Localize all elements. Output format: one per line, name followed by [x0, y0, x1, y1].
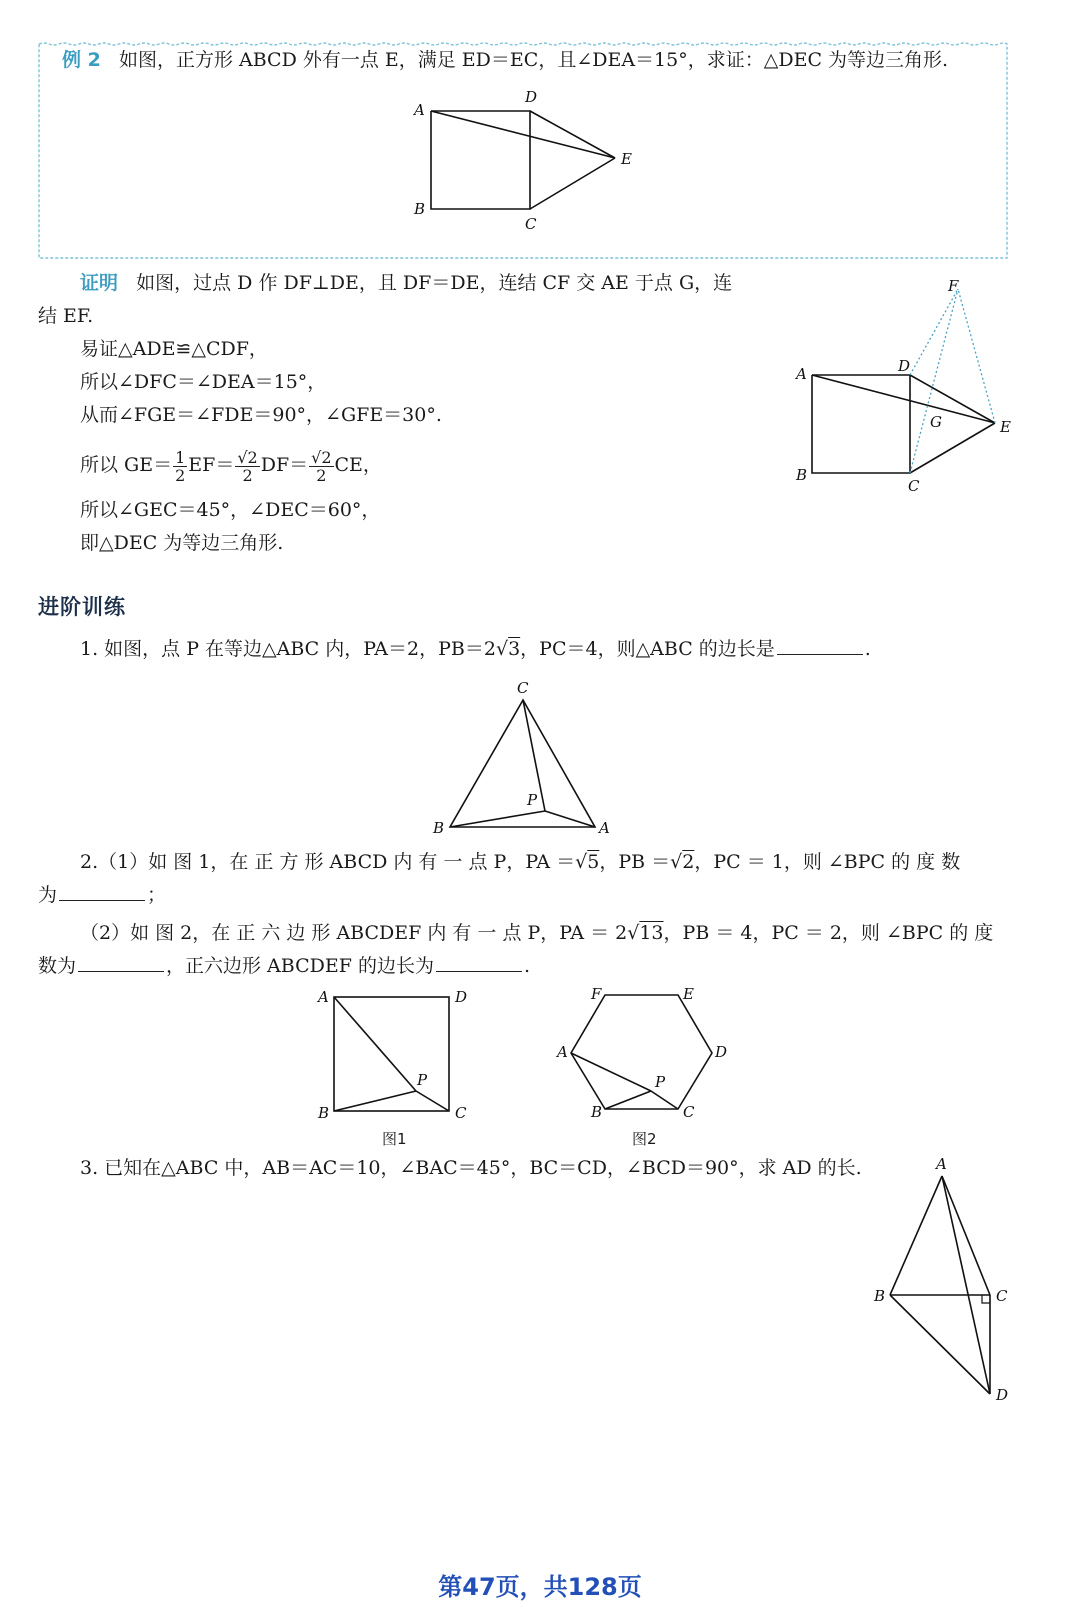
example-problem-line: [62, 47, 948, 73]
fraction: $\frac{√2}{2}$: [237, 447, 258, 485]
q2-line-4: 数为 ，正六边形 ABCDEF 的边长为 .: [38, 955, 531, 977]
label-P: P: [527, 791, 538, 809]
label-D: D: [525, 88, 538, 106]
q3-figure: [868, 1152, 1038, 1412]
label-D: D: [455, 988, 468, 1006]
label-D: D: [996, 1386, 1009, 1404]
example-tag: 例 2: [62, 49, 101, 71]
fraction: $\frac{√2}{2}$: [311, 447, 332, 485]
q1-figure: [425, 675, 625, 840]
sqrt: √5: [575, 851, 600, 873]
answer-blank[interactable]: [78, 953, 164, 972]
label-D: D: [898, 357, 911, 375]
proof-figure: [790, 275, 1030, 500]
q1-text: 1. 如图，点 P 在等边△ABC 内，PA＝2，PB＝2√3，PC＝4，则△ABC 的边长是 .: [80, 638, 871, 660]
proof-line-1: 证明 如图，过点 D 作 DF⊥DE，且 DF＝DE，连结 CF 交 AE 于点 G，连: [80, 272, 733, 294]
label-G: G: [930, 413, 942, 431]
label-A: A: [599, 819, 610, 837]
q2-line-2: 为 ；: [38, 884, 167, 906]
sqrt: √2: [670, 851, 695, 873]
label-P: P: [417, 1071, 428, 1089]
label-F: F: [591, 985, 602, 1003]
q3-text: 3. 已知在△ABC 中，AB＝AC＝10，∠BAC＝45°，BC＝CD，∠BCD＝90°，求 AD 的长.: [80, 1157, 862, 1179]
label-A: A: [318, 988, 329, 1006]
q2-line-1: 2.（1）如 图 1，在 正 方 形 ABCD 内 有 一 点 P，PA ＝√5，PB ＝√2，PC ＝ 1，则 ∠BPC 的 度 数: [80, 851, 961, 873]
example-problem: 如图，正方形 ABCD 外有一点 E，满足 ED＝EC，且∠DEA＝15°，求证：△DEC 为等边三角形.: [118, 49, 949, 71]
label-C: C: [908, 477, 920, 495]
sqrt: √3: [495, 638, 521, 660]
label-D: D: [715, 1043, 728, 1061]
answer-blank[interactable]: [436, 953, 522, 972]
q2-line-3: （2）如 图 2，在 正 六 边 形 ABCDEF 内 有 一 点 P，PA ＝ 2√13，PB ＝ 4，PC ＝ 2，则 ∠BPC 的 度: [80, 922, 994, 944]
label-B: B: [874, 1287, 886, 1305]
proof-line-4: 所以∠DFC＝∠DEA＝15°，: [80, 371, 327, 393]
proof-line-6: 所以 GE＝ $\frac{1}{2}$ EF＝ $\frac{√2}{2}$ DF＝ $\frac{√2}{2}$ CE，: [80, 447, 382, 485]
fraction: $\frac{1}{2}$: [175, 447, 186, 485]
label-B: B: [433, 819, 445, 837]
q2-figure-1-caption: 图1: [382, 1130, 407, 1148]
proof-line-2: 结 EF.: [38, 305, 94, 327]
label-A: A: [557, 1043, 568, 1061]
proof-line-7: 所以∠GEC＝45°，∠DEC＝60°，: [80, 499, 381, 521]
label-C: C: [455, 1104, 467, 1122]
proof-tag: 证明: [80, 272, 119, 294]
q2-figure-1: [310, 985, 480, 1125]
sqrt: √13: [627, 922, 664, 944]
label-C: C: [996, 1287, 1008, 1305]
proof-line-5: 从而∠FGE＝∠FDE＝90°，∠GFE＝30°.: [80, 404, 442, 426]
page-footer: 第47页，共128页: [438, 1573, 642, 1601]
label-E: E: [621, 150, 632, 168]
label-A: A: [936, 1155, 947, 1173]
q2-figure-2: [555, 985, 735, 1125]
label-B: B: [796, 466, 808, 484]
proof-line-3: 易证△ADE≌△CDF，: [80, 338, 268, 360]
label-A: A: [414, 101, 425, 119]
section-title: 进阶训练: [38, 595, 126, 619]
label-A: A: [796, 365, 807, 383]
label-E: E: [1000, 418, 1011, 436]
label-B: B: [318, 1104, 330, 1122]
answer-blank[interactable]: [777, 636, 863, 655]
label-B: B: [591, 1103, 603, 1121]
label-P: P: [655, 1073, 666, 1091]
label-C: C: [525, 215, 537, 233]
answer-blank[interactable]: [59, 882, 145, 901]
label-B: B: [414, 200, 426, 218]
proof-line-8: 即△DEC 为等边三角形.: [80, 532, 284, 554]
label-F: F: [948, 277, 959, 295]
example-figure: [405, 86, 645, 236]
label-C: C: [517, 679, 529, 697]
label-C: C: [683, 1103, 695, 1121]
q2-figure-2-caption: 图2: [632, 1130, 657, 1148]
label-E: E: [683, 985, 694, 1003]
